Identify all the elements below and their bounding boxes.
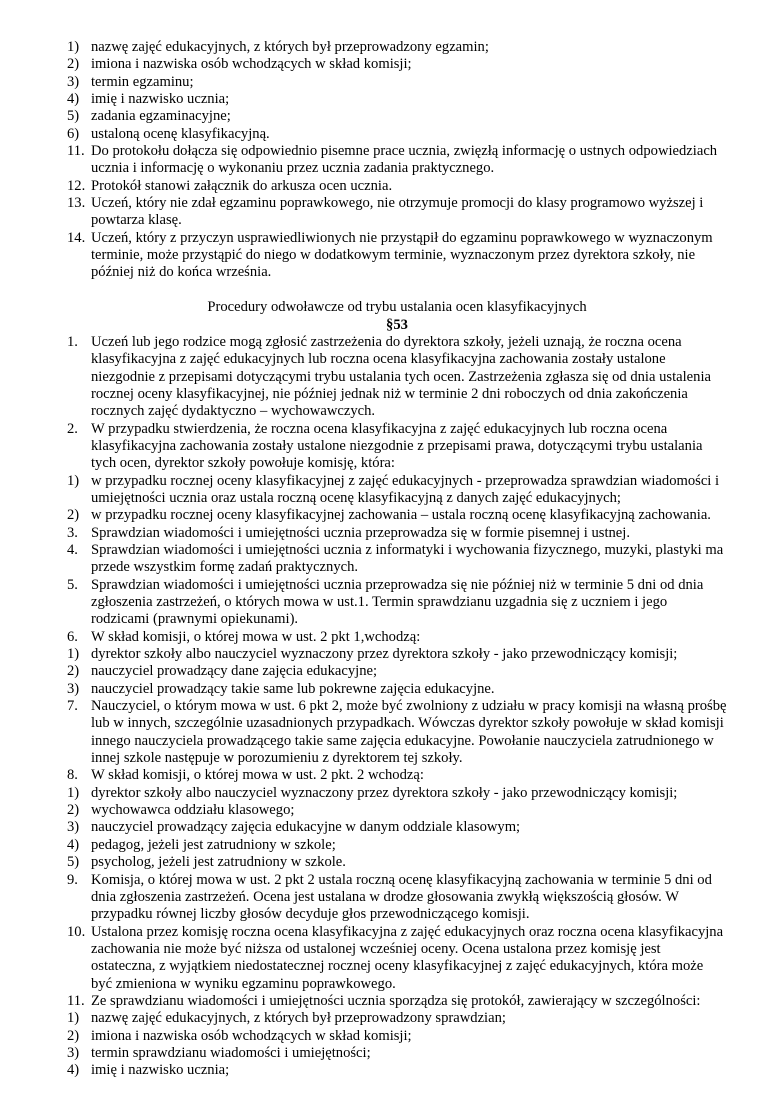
list-item [67, 230, 727, 282]
spacer [67, 282, 727, 299]
paragraph-mark: §53 [386, 316, 408, 333]
list-item [67, 698, 727, 767]
item-text: Sprawdzian wiadomości i umiejętności ucznia przeprowadza się nie później niż w terminie 5 dni od dnia zgłoszenia zastrzeżeń, o których mowa w ust.1. Termin sprawdzianu uzgadnia się z uczniem i jego rodzicami (prawnymi opiekunami). [91, 576, 704, 628]
list-item [67, 1028, 727, 1045]
list-item [67, 334, 727, 421]
item-text: W skład komisji, o której mowa w ust. 2 pkt 1,wchodzą: [91, 628, 421, 645]
item-number: 1) [67, 1010, 80, 1027]
item-number: 4) [67, 1062, 80, 1079]
list-item [67, 646, 727, 663]
list-item [67, 802, 727, 819]
list-item [67, 1010, 727, 1027]
item-text: termin egzaminu; [91, 73, 194, 90]
item-number: 3) [67, 1044, 80, 1061]
item-text: Ustalona przez komisję roczna ocena klasyfikacyjna z zajęć edukacyjnych oraz roczna ocena klasyfikacyjna zachowania nie może być niższa od ustalonej wcześniej oceny. Ocena ustalona przez komisję jest ostateczna, z wyjątkiem niedostatecznej rocznej oceny klasyfikacyjnej z zajęć edukacyjnych, która może być zmieniona w wyniku egzaminu poprawkowego. [91, 923, 724, 992]
item-number: 11. [67, 143, 85, 160]
item-number: 2) [67, 802, 80, 819]
item-text: imię i nazwisko ucznia; [91, 1062, 230, 1079]
list-item [67, 1045, 727, 1062]
list-item [67, 663, 727, 680]
item-text: Uczeń lub jego rodzice mogą zgłosić zastrzeżenia do dyrektora szkoły, jeżeli uznają, że roczna ocena klasyfikacyjna z zajęć edukacyjnych lub roczna ocena klasyfikacyjna zachowania zostały ustalone niezgodnie z przepisami dotyczącymi trybu ustalania tych ocen. Zastrzeżenia zgłasza się od dnia ustalenia rocznej oceny klasyfikacyjnej, nie później jednak niż w terminie 2 dni roboczych od dnia zakończenia rocznych zajęć dydaktyczno – wychowawczych. [91, 333, 711, 420]
list-item [67, 473, 727, 508]
list-item [67, 507, 727, 524]
item-text: dyrektor szkoły albo nauczyciel wyznaczony przez dyrektora szkoły - jako przewodniczący komisji; [91, 784, 678, 801]
document-page [67, 39, 727, 1080]
item-number: 6) [67, 125, 80, 142]
list-item [67, 837, 727, 854]
item-number: 3) [67, 73, 80, 90]
list-item [67, 74, 727, 91]
item-number: 2. [67, 420, 78, 437]
item-text: Komisja, o której mowa w ust. 2 pkt 2 ustala roczną ocenę klasyfikacyjną zachowania w terminie 5 dni od dnia zgłoszenia zastrzeżeń. Ocena jest ustalana w drodze głosowania zwykłą większością głosów. W przypadku równej liczby głosów decyduje głos przewodniczącego komisji. [91, 871, 712, 923]
item-text: Sprawdzian wiadomości i umiejętności ucznia przeprowadza się w formie pisemnej i ustnej. [91, 524, 630, 541]
item-text: termin sprawdzianu wiadomości i umiejętności; [91, 1044, 371, 1061]
item-number: 12. [67, 177, 86, 194]
item-number: 1) [67, 39, 80, 55]
item-number: 3) [67, 680, 80, 697]
item-text: Uczeń, który z przyczyn usprawiedliwionych nie przystąpił do egzaminu poprawkowego w wyznaczonym terminie, może przystąpić do niego w dodatkowym terminie, wyznaczonym przez dyrektora szkoły, nie później niż do końca września. [91, 229, 713, 281]
list-item [67, 56, 727, 73]
item-text: Sprawdzian wiadomości i umiejętności ucznia z informatyki i wychowania fizycznego, muzyki, plastyki ma przede wszystkim formę zadań praktycznych. [91, 541, 724, 576]
item-number: 1. [67, 333, 78, 350]
item-text: Uczeń, który nie zdał egzaminu poprawkowego, nie otrzymuje promocji do klasy programowo wyższej i powtarza klasę. [91, 195, 704, 229]
item-number: 6. [67, 628, 78, 645]
list-item [67, 91, 727, 108]
item-text: Ze sprawdzianu wiadomości i umiejętności ucznia sporządza się protokół, zawierający w szczególności: [91, 992, 701, 1009]
top-list [67, 39, 727, 282]
item-number: 1) [67, 472, 80, 489]
item-number: 9. [67, 871, 78, 888]
list-item [67, 178, 727, 195]
item-number: 13. [67, 195, 86, 212]
item-text: nazwę zajęć edukacyjnych, z których był przeprowadzony egzamin; [91, 39, 489, 55]
item-number: 4) [67, 836, 80, 853]
item-text: w przypadku rocznej oceny klasyfikacyjnej zachowania – ustala roczną ocenę klasyfikacyjną zachowania. [91, 507, 711, 524]
item-number: 2) [67, 663, 80, 680]
list-item [67, 924, 727, 993]
item-number: 2) [67, 1027, 80, 1044]
list-item [67, 542, 727, 577]
item-text: nazwę zajęć edukacyjnych, z których był przeprowadzony sprawdzian; [91, 1010, 506, 1027]
list-item [67, 126, 727, 143]
list-item [67, 785, 727, 802]
list-item [67, 108, 727, 125]
item-text: W skład komisji, o której mowa w ust. 2 pkt. 2 wchodzą: [91, 767, 424, 784]
item-text: w przypadku rocznej oceny klasyfikacyjnej z zajęć edukacyjnych - przeprowadza sprawdzian wiadomości i umiejętności ucznia oraz ustala roczną ocenę klasyfikacyjną z danych zajęć edukacyjnych; [91, 472, 720, 506]
list-item [67, 681, 727, 698]
list-item [67, 577, 727, 629]
list-item [67, 195, 727, 230]
item-number: 14. [67, 229, 86, 246]
item-number: 3) [67, 819, 80, 836]
list-item [67, 854, 727, 871]
item-text: psycholog, jeżeli jest zatrudniony w szkole. [91, 854, 346, 871]
item-number: 5) [67, 854, 80, 871]
item-text: nauczyciel prowadzący takie same lub pokrewne zajęcia edukacyjne. [91, 680, 495, 697]
item-text: dyrektor szkoły albo nauczyciel wyznaczony przez dyrektora szkoły - jako przewodniczący komisji; [91, 646, 678, 663]
list-item [67, 421, 727, 473]
list-item [67, 872, 727, 924]
item-number: 3. [67, 524, 78, 541]
item-number: 11. [67, 992, 85, 1009]
item-number: 4) [67, 91, 80, 108]
item-text: nauczyciel prowadzący zajęcia edukacyjne w danym oddziale klasowym; [91, 819, 521, 836]
item-text: zadania egzaminacyjne; [91, 108, 231, 125]
item-text: imię i nazwisko ucznia; [91, 91, 230, 108]
item-text: pedagog, jeżeli jest zatrudniony w szkole; [91, 836, 336, 853]
item-number: 5) [67, 108, 80, 125]
item-number: 2) [67, 507, 80, 524]
item-number: 5. [67, 576, 78, 593]
item-text: Do protokołu dołącza się odpowiednio pisemne prace ucznia, zwięzłą informację o ustnych odpowiedziach ucznia i informację o wykonaniu przez ucznia zadania praktycznego. [91, 143, 718, 177]
item-text: W przypadku stwierdzenia, że roczna ocena klasyfikacyjna z zajęć edukacyjnych lub roczna ocena klasyfikacyjna zachowania zostały ustalone niezgodnie z przepisami prawa, dotyczącymi trybu ustalania tych ocen, dyrektor szkoły powołuje komisję, która: [91, 420, 703, 472]
item-text: wychowawca oddziału klasowego; [91, 802, 295, 819]
item-number: 4. [67, 541, 78, 558]
item-text: Nauczyciel, o którym mowa w ust. 6 pkt 2, może być zwolniony z udziału w pracy komisji na własną prośbę lub w innych, szczególnie uzasadnionych przypadkach. Wówczas dyrektor szkoły powołuje w skład komisji innego nauczyciela prowadzącego takie same zajęcia edukacyjne. Powołanie nauczyciela zatrudnionego w innej szkole następuje w porozumieniu z dyrektorem tej szkoły. [91, 698, 727, 767]
item-text: imiona i nazwiska osób wchodzących w skład komisji; [91, 1027, 412, 1044]
item-number: 1) [67, 646, 80, 663]
list-item [67, 39, 727, 56]
list-item [67, 767, 727, 784]
list-item [67, 1062, 727, 1079]
item-text: nauczyciel prowadzący dane zajęcia edukacyjne; [91, 663, 378, 680]
item-text: ustaloną ocenę klasyfikacyjną. [91, 125, 270, 142]
item-number: 7. [67, 698, 78, 715]
list-item [67, 819, 727, 836]
item-number: 2) [67, 56, 80, 73]
item-text: Protokół stanowi załącznik do arkusza ocen ucznia. [91, 177, 393, 194]
section-list [67, 334, 727, 1080]
list-item [67, 629, 727, 646]
item-text: imiona i nazwiska osób wchodzących w skład komisji; [91, 56, 412, 73]
item-number: 10. [67, 923, 86, 940]
item-number: 1) [67, 784, 80, 801]
item-number: 8. [67, 767, 78, 784]
section-heading: Procedury odwoławcze od trybu ustalania ocen klasyfikacyjnych [207, 299, 587, 316]
list-item [67, 143, 727, 178]
list-item [67, 525, 727, 542]
list-item [67, 993, 727, 1010]
